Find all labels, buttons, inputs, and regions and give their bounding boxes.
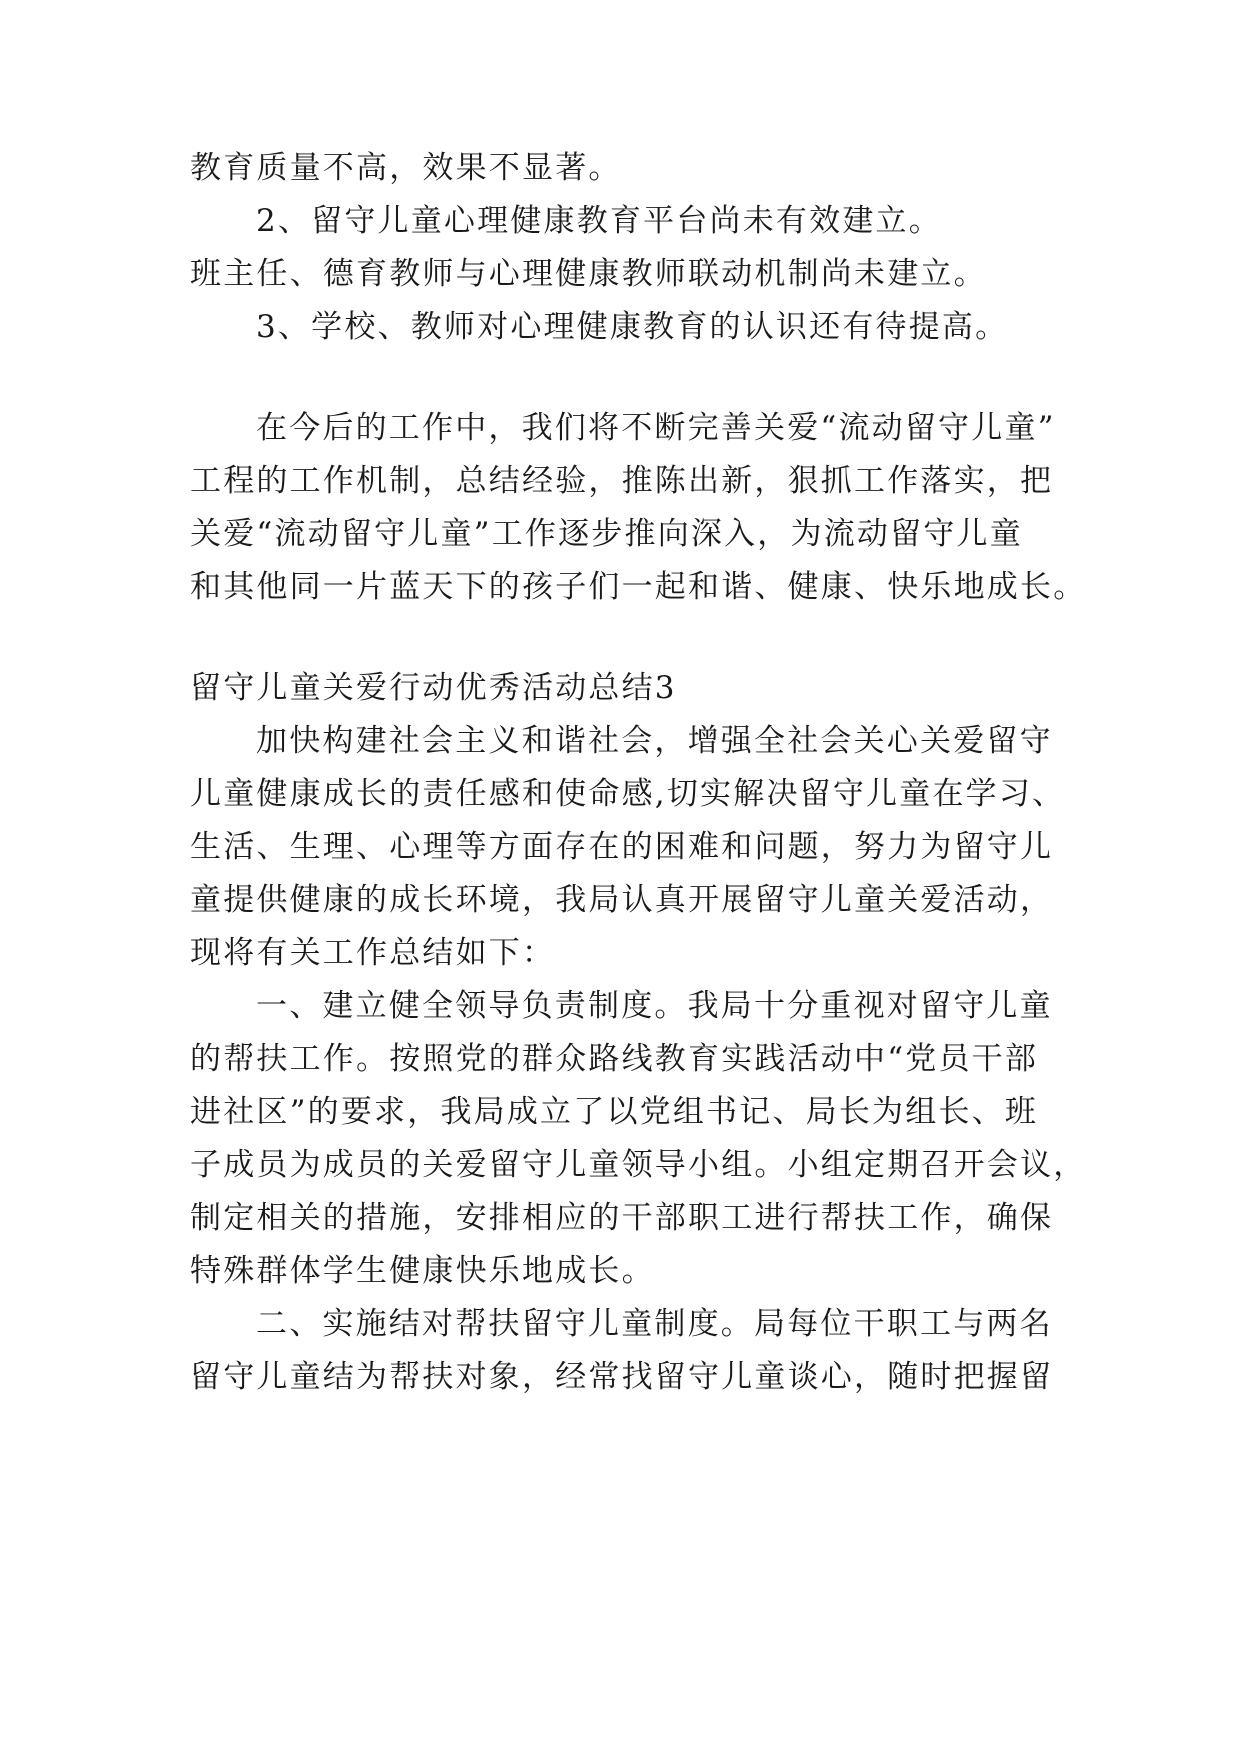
text-line: 班主任、德育教师与心理健康教师联动机制尚未建立。	[190, 256, 987, 292]
text-line-list-item-2: 2、留守儿童心理健康教育平台尚未有效建立。	[256, 203, 942, 239]
text-line: 教育质量不高，效果不显著。	[190, 150, 622, 186]
text-line: 留守儿童结为帮扶对象，经常找留守儿童谈心，随时把握留	[190, 1359, 1054, 1395]
text-line: 童提供健康的成长环境，我局认真开展留守儿童关爱活动，	[190, 882, 1054, 918]
text-line: 的帮扶工作。按照党的群众路线教育实践活动中“党员干部	[190, 1041, 1039, 1077]
paragraph-start-line: 一、建立健全领导负责制度。我局十分重视对留守儿童	[256, 988, 1053, 1024]
text-line-list-item-3: 3、学校、教师对心理健康教育的认识还有待提高。	[256, 309, 1009, 345]
section-title: 留守儿童关爱行动优秀活动总结3	[190, 670, 677, 706]
paragraph-start-line: 二、实施结对帮扶留守儿童制度。局每位干职工与两名	[256, 1306, 1053, 1342]
text-line: 工程的工作机制，总结经验，推陈出新，狠抓工作落实，把	[190, 463, 1054, 499]
text-line: 和其他同一片蓝天下的孩子们一起和谐、健康、快乐地成长。	[190, 569, 1087, 605]
text-line: 关爱“流动留守儿童”工作逐步推向深入，为流动留守儿童	[190, 516, 1023, 552]
paragraph-start-line: 在今后的工作中，我们将不断完善关爱“流动留守儿童”	[256, 410, 1056, 446]
text-line: 儿童健康成长的责任感和使命感,切实解决留守儿童在学习、	[190, 776, 1066, 812]
paragraph-start-line: 加快构建社会主义和谐社会，增强全社会关心关爱留守	[256, 723, 1053, 759]
text-line: 子成员为成员的关爱留守儿童领导小组。小组定期召开会议，	[190, 1147, 1087, 1183]
text-line: 制定相关的措施，安排相应的干部职工进行帮扶工作，确保	[190, 1200, 1054, 1236]
text-line: 特殊群体学生健康快乐地成长。	[190, 1253, 655, 1289]
text-line: 生活、生理、心理等方面存在的困难和问题，努力为留守儿	[190, 829, 1054, 865]
text-line: 现将有关工作总结如下：	[190, 935, 556, 971]
text-line: 进社区”的要求，我局成立了以党组书记、局长为组长、班	[190, 1094, 1039, 1130]
